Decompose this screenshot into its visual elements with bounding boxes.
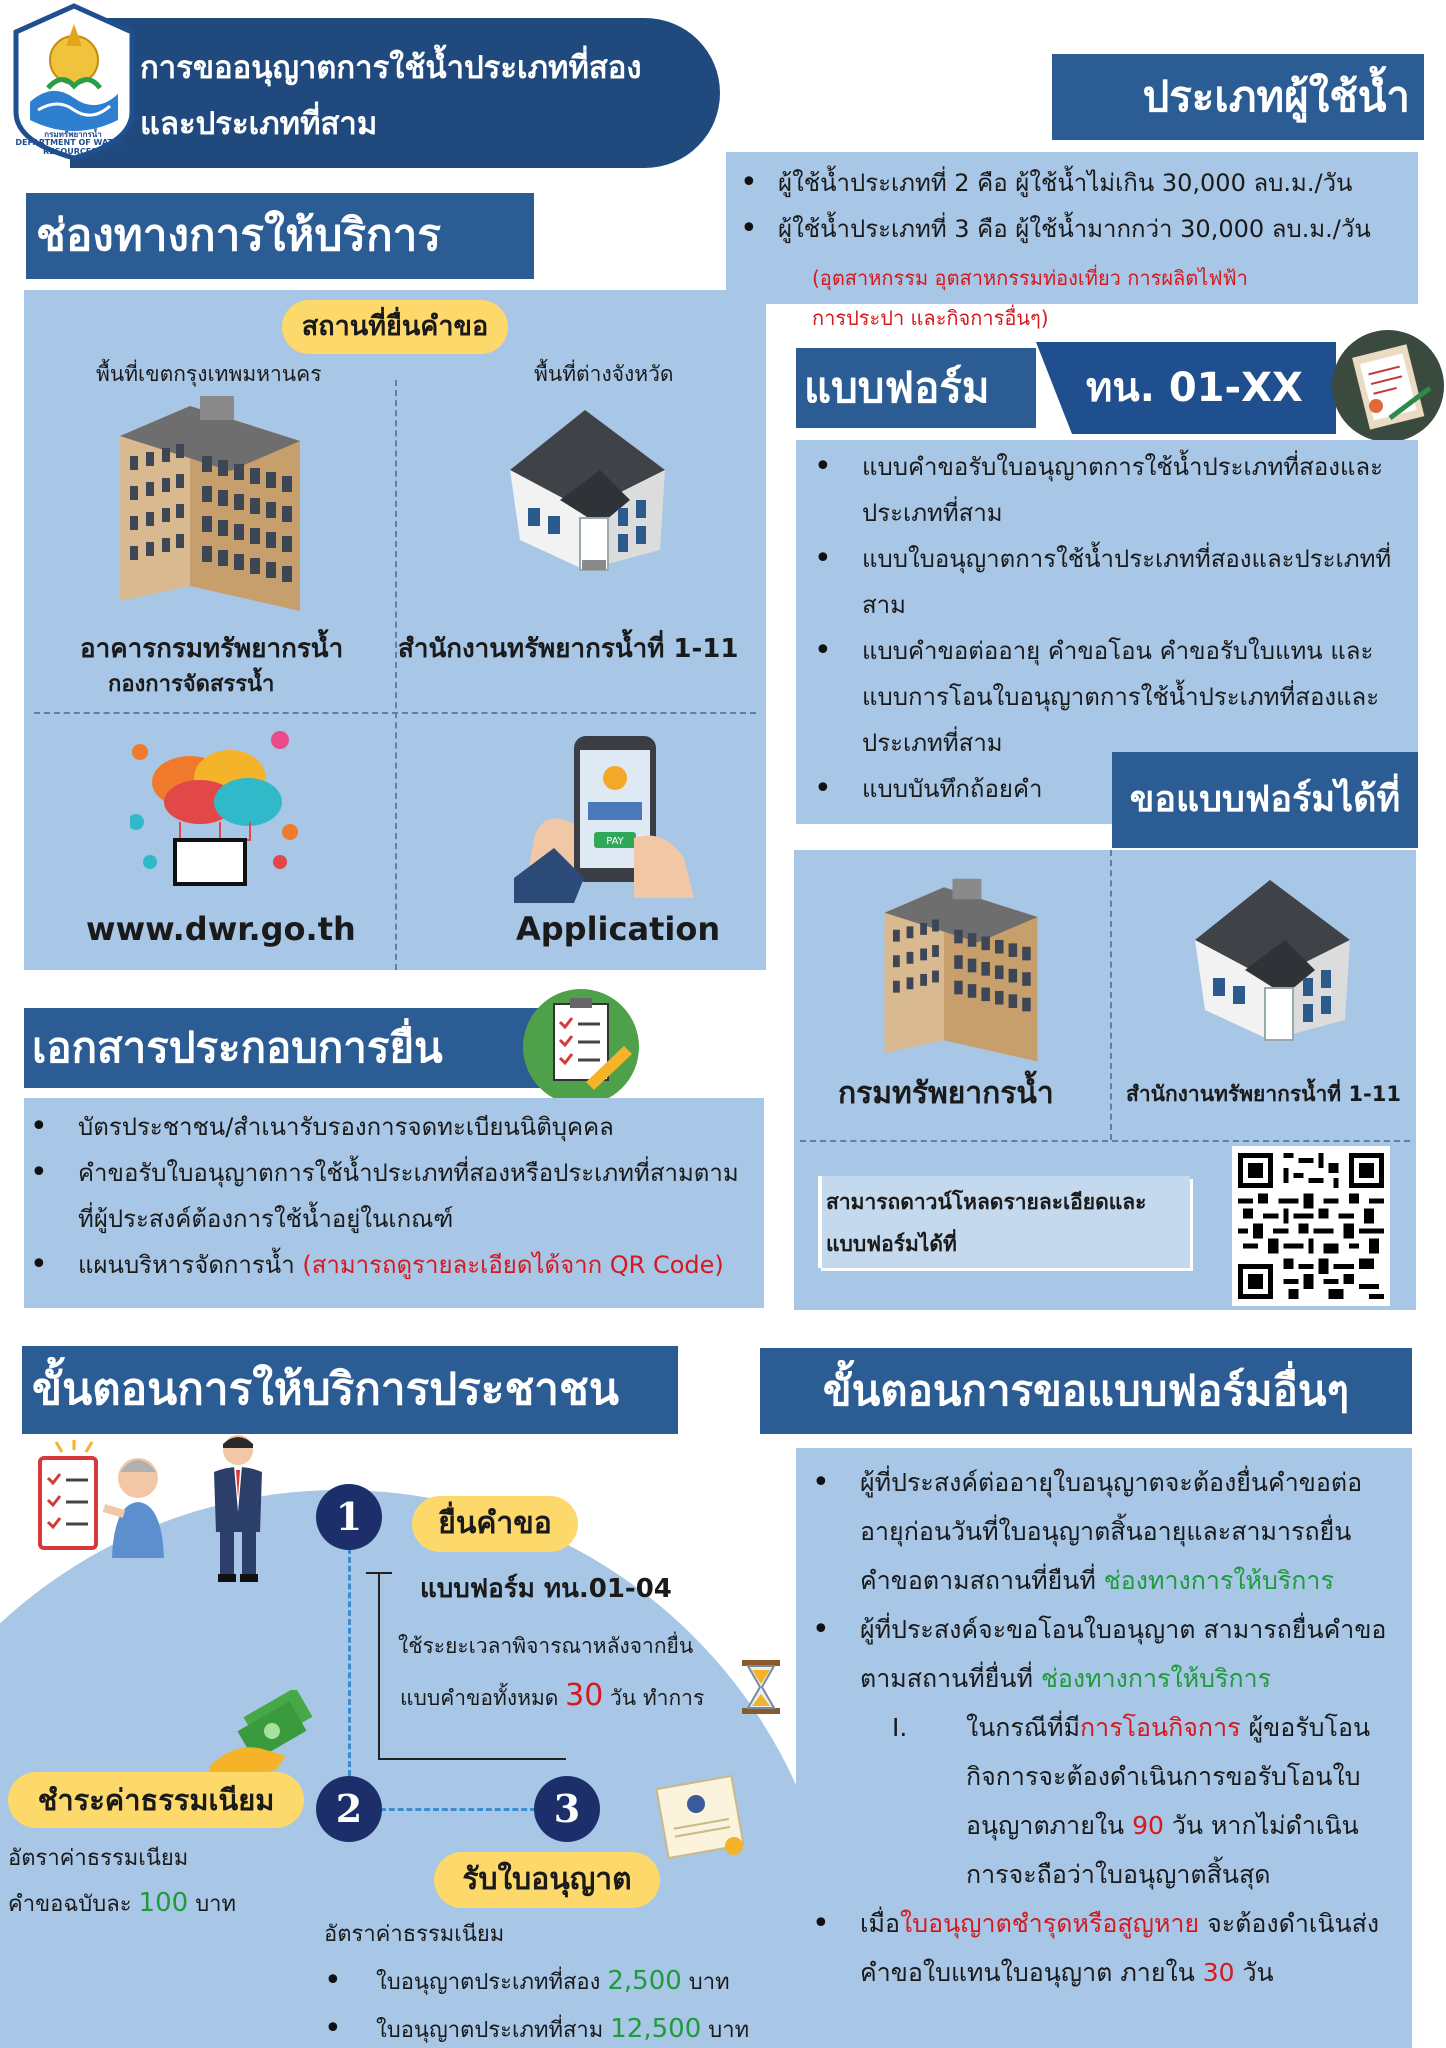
- logo-text: DEPARTMENT OF WATER RESOURCES: [15, 138, 125, 156]
- other-form-item: [806, 1458, 1398, 1605]
- flow-line-1-2: [348, 1548, 351, 1776]
- license-fee-name: ใบอนุญาตประเภทที่สอง: [376, 1970, 601, 1995]
- documents-title-box: [24, 1008, 544, 1088]
- forms-title-right: ทน. 01-XX: [1086, 365, 1303, 411]
- step2-fee-label: อัตราค่าธรรมเนียม: [8, 1846, 189, 1871]
- qr-code[interactable]: [1232, 1146, 1390, 1306]
- sub-days: 90: [1132, 1811, 1164, 1840]
- document-item: • คำขอรับใบอนุญาตการใช้น้ำประเภทที่สองหรือประเภทที่สามตามที่ผู้ประสงค์ต้องการใช้น้ำอยู่ในเกณฑ์: [24, 1150, 754, 1242]
- step1-circle: 1: [316, 1484, 382, 1550]
- license-scroll-icon: [652, 1768, 752, 1868]
- step1-days: 30: [565, 1678, 604, 1713]
- public-steps-title: ขั้นตอนการให้บริการประชาชน: [32, 1364, 619, 1415]
- public-steps-title-box: [22, 1346, 678, 1434]
- damaged-license: ใบอนุญาตชำรุดหรือสูญหาย: [900, 1909, 1200, 1938]
- license-fee-item: [318, 1958, 749, 2006]
- transfer-sub-item: [796, 1703, 1412, 1899]
- cloud-network-icon: [130, 722, 300, 892]
- sub-mid: ผู้ขอรับโอนกิจการจะต้องดำเนินการขอรับโอนใบอนุญาตภายใน: [966, 1713, 1371, 1840]
- step1-note-post: วัน ทำการ: [610, 1686, 705, 1710]
- replacement-post: วัน: [1242, 1958, 1274, 1987]
- user-type-item: • ผู้ใช้น้ำประเภทที่ 2 คือ ผู้ใช้น้ำไม่เกิน 30,000 ลบ.ม./วัน: [734, 160, 1418, 206]
- step2-fee-value: 100: [138, 1888, 189, 1918]
- hourglass-icon: [740, 1660, 782, 1714]
- service-channels-title: ช่องทางการให้บริการ: [36, 210, 441, 261]
- step2-circle: 2: [316, 1776, 382, 1842]
- step1-note-line2: [400, 1678, 704, 1715]
- user-types-note-line1: (อุตสาหกรรม อุตสาหกรรมท่องเที่ยว การผลิตไฟฟ้า: [812, 266, 1248, 290]
- business-transfer: การโอนกิจการ: [1080, 1713, 1241, 1742]
- location-pill: สถานที่ยื่นคำขอ: [282, 300, 508, 354]
- officer-with-checklist-icon: [34, 1438, 184, 1558]
- license-fee-name: ใบอนุญาตประเภทที่สาม: [376, 2018, 604, 2043]
- step1-note-pre: แบบคำขอทั้งหมด: [400, 1686, 559, 1710]
- step2-fee-unit: บาท: [195, 1892, 237, 1917]
- pay-label: PAY: [606, 836, 624, 847]
- sub-post: วัน หากไม่ดำเนินการจะถือว่าใบอนุญาตสิ้นสุด: [966, 1811, 1359, 1889]
- service-panel-divider-v: [395, 380, 397, 970]
- download-note-line1: สามารถดาวน์โหลดรายละเอียดและ: [826, 1190, 1147, 1214]
- service-channel-link[interactable]: ช่องทางการให้บริการ: [1103, 1566, 1334, 1595]
- service-panel-divider-h: [34, 712, 756, 714]
- form-item: • แบบคำขอต่ออายุ คำขอโอน คำขอรับใบแทน และแบบการโอนใบอนุญาตการใช้น้ำประเภทที่สองและประเภทที่สาม: [808, 628, 1406, 766]
- replacement-pre: เมื่อ: [860, 1909, 901, 1938]
- office1-sub: กองการจัดสรรน้ำ: [108, 672, 275, 697]
- get-forms-place2: สำนักงานทรัพยากรน้ำที่ 1-11: [1126, 1082, 1401, 1106]
- step2-fee-pre: คำขอฉบับละ: [8, 1892, 132, 1917]
- get-forms-divider-v: [1110, 850, 1112, 1140]
- license-fee-item: [318, 2006, 749, 2048]
- user-types-note-line2: การประปา และกิจการอื่นๆ): [812, 306, 1049, 330]
- flow-bracket-top: [366, 1572, 392, 1574]
- license-fee-unit: บาท: [708, 2018, 750, 2043]
- renewal-text: ผู้ที่ประสงค์ต่ออายุใบอนุญาตจะต้องยื่นคำขอต่ออายุก่อนวันที่ใบอนุญาตสิ้นอายุและสามารถยื่นคำขอตามสถานที่ยืนที่: [860, 1468, 1363, 1595]
- transfer-text: ผู้ที่ประสงค์จะขอโอนใบอนุญาต สามารถยื่นคำขอตามสถานที่ยื่นที่: [860, 1615, 1387, 1693]
- clipboard-icon: [1330, 328, 1446, 444]
- license-fee-value: 2,500: [607, 1966, 682, 1996]
- other-forms-title-box: [760, 1348, 1412, 1434]
- province-area-label: พื้นที่ต่างจังหวัด: [534, 362, 674, 386]
- get-forms-divider-h: [800, 1140, 1410, 1142]
- document-item: • บัตรประชาชน/สำเนารับรองการจดทะเบียนนิติบุคคล: [24, 1104, 754, 1150]
- flow-line-2-3: [380, 1808, 536, 1811]
- license-fee-value: 12,500: [610, 2014, 702, 2044]
- page-title-line1: การขออนุญาตการใช้น้ำประเภทที่สอง: [140, 50, 642, 86]
- step1-label: ยื่นคำขอ: [412, 1496, 578, 1552]
- get-forms-title: ขอแบบฟอร์มได้ที่: [1129, 779, 1401, 820]
- checklist-icon: [520, 986, 642, 1108]
- step3-fees: [318, 1958, 749, 2048]
- form-item: • แบบคำขอรับใบอนุญาตการใช้น้ำประเภทที่สองและประเภทที่สาม: [808, 444, 1406, 536]
- office-building-icon: [110, 386, 310, 616]
- dwr-building-icon: [876, 868, 1046, 1068]
- website-link[interactable]: www.dwr.go.th: [86, 910, 356, 948]
- step2-fee: [8, 1886, 236, 1921]
- application-label: Application: [516, 910, 721, 948]
- document-item-text: แผนบริหารจัดการน้ำ: [78, 1251, 295, 1279]
- step2-label: ชำระค่าธรรมเนียม: [8, 1772, 304, 1828]
- license-fee-unit: บาท: [688, 1970, 730, 1995]
- other-form-item: [806, 1899, 1398, 1997]
- other-forms-panel: [796, 1448, 1412, 2048]
- replacement-mid: จะต้องดำเนินส่งคำขอใบแทนใบอนุญาต ภายใน: [860, 1909, 1380, 1987]
- documents-panel: [24, 1098, 764, 1308]
- businessman-icon: [206, 1432, 270, 1582]
- sub-pre: ในกรณีที่มี: [966, 1713, 1081, 1742]
- documents-title: เอกสารประกอบการยื่น: [32, 1023, 443, 1072]
- service-channel-link[interactable]: ช่องทางการให้บริการ: [1040, 1664, 1272, 1693]
- qr-code-note: (สามารถดูรายละเอียดได้จาก QR Code): [302, 1251, 724, 1279]
- download-note-line2: แบบฟอร์มได้ที่: [826, 1232, 957, 1256]
- step3-label: รับใบอนุญาต: [434, 1852, 660, 1908]
- qr-code-icon: [1238, 1152, 1384, 1300]
- logo-text-thai: กรมทรัพยากรน้ำ: [44, 130, 102, 139]
- step1-form: แบบฟอร์ม ทน.01-04: [420, 1574, 672, 1604]
- form-item: • แบบใบอนุญาตการใช้น้ำประเภทที่สองและประเภทที่สาม: [808, 536, 1406, 628]
- bangkok-area-label: พื้นที่เขตกรุงเทพมหานคร: [96, 362, 322, 386]
- replacement-days: 30: [1202, 1958, 1235, 1987]
- other-forms-title: ขั้นตอนการขอแบบฟอร์มอื่นๆ: [822, 1366, 1350, 1415]
- user-type-item: • ผู้ใช้น้ำประเภทที่ 3 คือ ผู้ใช้น้ำมากกว่า 30,000 ลบ.ม./วัน: [734, 206, 1418, 252]
- step3-circle: 3: [534, 1776, 600, 1842]
- sub-item-marker: I.: [892, 1713, 908, 1742]
- step3-fee-label: อัตราค่าธรรมเนียม: [324, 1922, 505, 1947]
- forms-title-left: แบบฟอร์ม: [804, 363, 990, 412]
- regional-office-icon-2: [1170, 870, 1370, 1050]
- other-form-item: [806, 1605, 1398, 1703]
- office2-name: สำนักงานทรัพยากรน้ำที่ 1-11: [398, 634, 739, 664]
- mobile-payment-icon: [514, 728, 714, 908]
- service-channels-title-box: [26, 193, 534, 279]
- page-title-line2: และประเภทที่สาม: [140, 106, 378, 142]
- step1-note-line1: ใช้ระยะเวลาพิจารณาหลังจากยื่น: [398, 1634, 694, 1658]
- get-forms-place1: กรมทรัพยากรน้ำ: [838, 1076, 1054, 1111]
- forms-title-left-box: [796, 348, 1036, 428]
- user-types-title: ประเภทผู้ใช้น้ำ: [1142, 72, 1410, 121]
- document-item: [24, 1242, 754, 1288]
- office1-name: อาคารกรมทรัพยากรน้ำ: [80, 634, 344, 664]
- regional-office-icon: [490, 400, 680, 580]
- user-types-title-box: [1052, 54, 1424, 140]
- get-forms-title-box: [1112, 752, 1418, 848]
- form-item: • แบบบันทึกถ้อยคำ: [808, 766, 1406, 812]
